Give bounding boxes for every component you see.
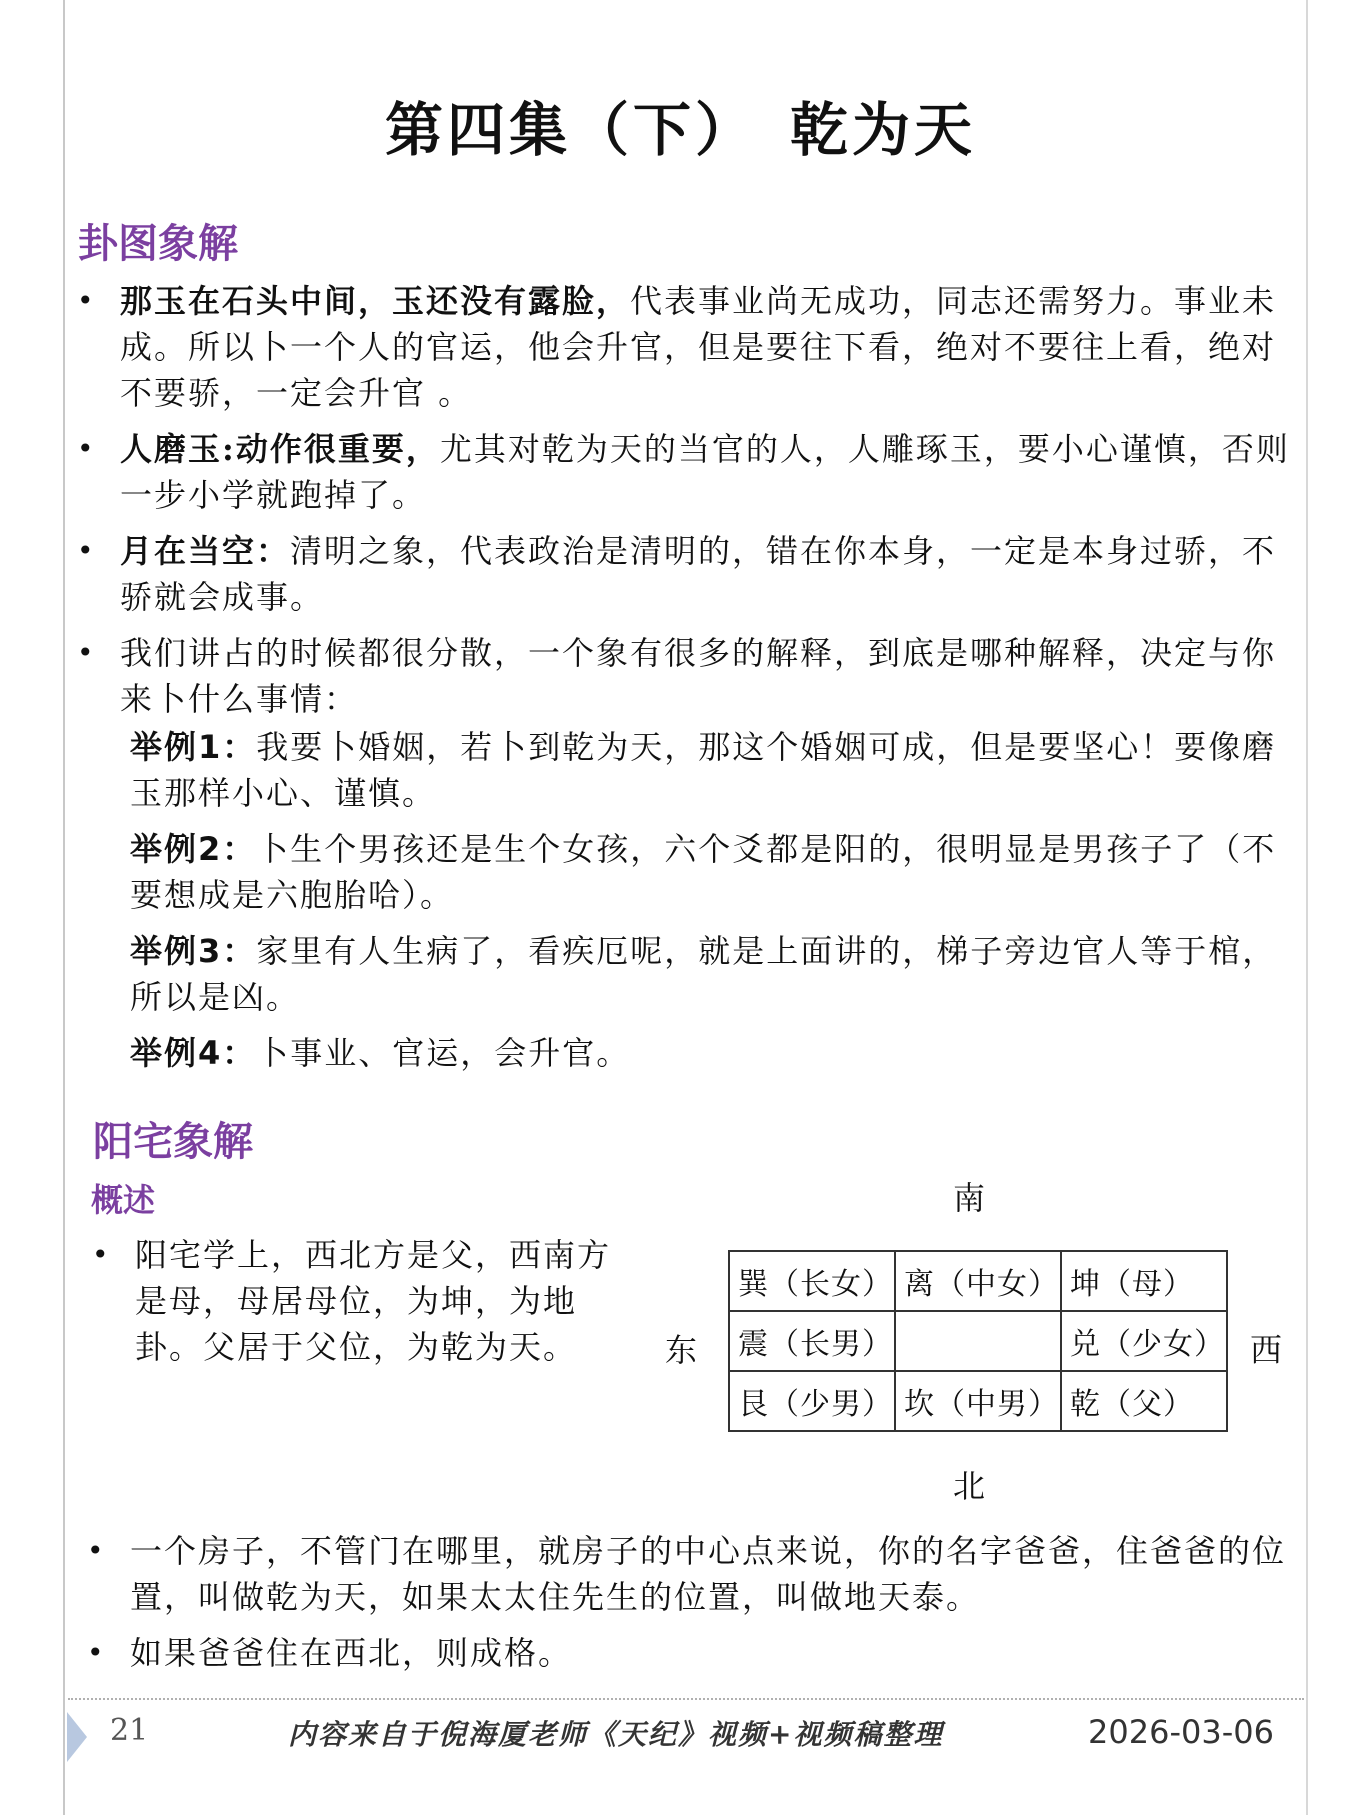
list-item [75,528,1305,620]
item-bold-text: 那玉在石头中间，玉还没有露脸， [120,282,631,320]
overview-bullet-list [90,1232,630,1380]
item-text: 代表事业尚无成功，同志还需努力。事业未成。所以卜一个人的官运，他会升官，但是要往下看，绝对不要往上看，绝对不要骄，一定会升官 。 [120,282,1277,412]
list-item [75,630,1305,1076]
example-2 [130,826,1305,918]
grid-cell: 艮（少男） [729,1371,895,1431]
footer-source: 内容来自于倪海厦老师《天纪》视频+视频稿整理 [288,1718,944,1751]
grid-cell: 坤（母） [1061,1251,1227,1311]
triangle-arrow-icon [67,1712,87,1762]
bullet-icon: • [77,432,96,465]
example-3 [130,928,1305,1020]
item-text: 如果爸爸住在西北，则成格。 [130,1634,573,1672]
direction-west: 西 [1250,1331,1283,1369]
example-label: 举例3： [130,932,257,970]
example-1 [130,724,1305,816]
subsection-heading-overview: 概述 [91,1181,156,1219]
direction-east: 东 [665,1331,698,1369]
footer-divider [68,1698,1304,1700]
example-label: 举例4： [130,1034,257,1072]
table-row [729,1371,1227,1431]
item-text: 阳宅学上，西北方是父，西南方是母，母居母位，为坤，为地卦。父居于父位，为乾为天。 [135,1236,612,1366]
table-row [729,1251,1227,1311]
list-item [90,1232,630,1370]
bullet-icon: • [77,636,96,669]
grid-cell: 离（中女） [895,1251,1061,1311]
bullet-icon: • [87,1636,106,1669]
direction-north: 北 [953,1467,986,1505]
bullet-icon: • [77,284,96,317]
direction-south: 南 [953,1179,986,1217]
bullet-icon: • [87,1534,106,1567]
item-text: 一个房子，不管门在哪里，就房子的中心点来说，你的名字爸爸，住爸爸的位置，叫做乾为天，如果太太住先生的位置，叫做地天泰。 [130,1532,1287,1616]
example-4 [130,1030,1305,1076]
example-text: 卜生个男孩还是生个女孩，六个爻都是阳的，很明显是男孩子了（不要想成是六胞胎哈）。 [130,830,1277,914]
page-number: 21 [110,1713,149,1748]
list-item [75,278,1305,416]
bagua-grid [728,1250,1228,1432]
grid-cell [895,1311,1061,1371]
grid-cell: 震（长男） [729,1311,895,1371]
list-item [85,1528,1305,1620]
example-label: 举例2： [130,830,257,868]
list-item [75,426,1305,518]
grid-cell: 乾（父） [1061,1371,1227,1431]
item-bold-text: 月在当空： [120,532,291,570]
grid-cell: 坎（中男） [895,1371,1061,1431]
section-heading-hexagram: 卦图象解 [78,221,238,267]
example-text: 卜事业、官运，会升官。 [256,1034,631,1072]
hexagram-bullet-list [75,278,1305,1086]
item-bold-text: 人磨玉:动作很重要， [120,430,440,468]
section-heading-house: 阳宅象解 [93,1119,253,1165]
item-text: 我们讲占的时候都很分散，一个象有很多的解释，到底是哪种解释，决定与你来卜什么事情： [120,634,1277,718]
table-row [729,1311,1227,1371]
bullet-icon: • [77,534,96,567]
example-text: 我要卜婚姻，若卜到乾为天，那这个婚姻可成，但是要坚心！要像磨玉那样小心、谨慎。 [130,728,1277,812]
page-title: 第四集（下） 乾为天 [384,96,976,164]
grid-cell: 兑（少女） [1061,1311,1227,1371]
page-right-border [1306,0,1308,1815]
footer-date: 2026-03-06 [1088,1713,1274,1751]
item-text: 清明之象，代表政治是清明的，错在你本身，一定是本身过骄，不骄就会成事。 [120,532,1277,616]
list-item [85,1630,1305,1676]
grid-cell: 巽（长女） [729,1251,895,1311]
bullet-icon: • [92,1238,111,1271]
page-left-border [63,0,65,1815]
example-text: 家里有人生病了，看疾厄呢，就是上面讲的，梯子旁边官人等于棺，所以是凶。 [130,932,1277,1016]
item-text: 尤其对乾为天的当官的人，人雕琢玉，要小心谨慎，否则一步小学就跑掉了。 [120,430,1290,514]
example-label: 举例1： [130,728,257,766]
house-bullet-list [85,1528,1305,1686]
